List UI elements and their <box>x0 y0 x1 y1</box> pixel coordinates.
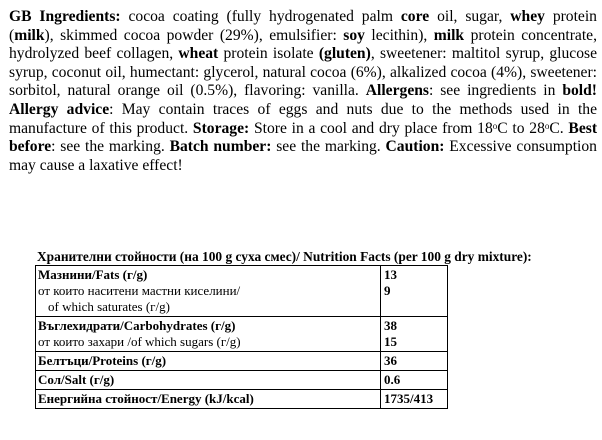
nutrient-value: 15 <box>384 334 397 349</box>
nutrient-value: 9 <box>384 283 391 298</box>
storage-label: Storage: <box>192 119 250 137</box>
nutrient-value: 0.6 <box>381 371 448 390</box>
table-row <box>36 352 448 371</box>
table-row <box>36 266 448 317</box>
table-row <box>36 371 448 390</box>
caution-label: Caution: <box>385 138 445 156</box>
nutrient-value: 13 <box>384 267 397 282</box>
allergens-label: Allergens <box>365 82 429 100</box>
nutrient-name: Въглехидрати/Carbohydrates (г/g) <box>38 318 236 333</box>
best-before-label: Best before <box>9 119 598 156</box>
batch-number-label: Batch number: <box>169 138 272 156</box>
table-row <box>36 390 448 409</box>
nutrient-name: от които захари /of which sugars (г/g) <box>38 334 241 349</box>
nutrient-name: Мазнини/Fats (г/g) <box>38 267 148 282</box>
ingredients-label: GB Ingredients: <box>9 8 121 25</box>
nutrition-table <box>35 265 448 409</box>
ingredients-paragraph: GB Ingredients: cocoa coating (fully hydrogenated palm core oil, sugar, whey protein (milk), skimmed cocoa powder (29%), emulsifier: soy lecithin), milk protein concentrate, hydrolyzed beef collagen, wheat protein isolate (gluten), sweetener: maltitol syrup, glucose syrup, coconut oil, humectant: glycerol, natural cocoa (6%), alkalized cocoa (4%), sweetener: sorbitol, natural orange oil (0.5%), flavoring: vanilla. Allergens: see ingredients in bold! Allergy advice: May contain traces of eggs and nuts due to the methods used in the manufacture of this product. Storage: Store in a cool and dry place from 18$^o$C to 28$^o$C. Best before: see the marking. Batch number: see the marking. Caution: Excessive consumption may cause a laxative effect! <box>9 8 598 174</box>
nutrient-value: 1735/413 <box>381 390 448 409</box>
nutrient-name: Сол/Salt (г/g) <box>36 371 381 390</box>
allergy-advice-label: bold! Allergy advice <box>9 82 597 118</box>
table-row <box>36 317 448 352</box>
nutrient-name: Белтъци/Proteins (г/g) <box>36 352 381 371</box>
nutrient-name: Енергийна стойност/Energy (kJ/kcal) <box>36 390 381 409</box>
nutrient-value: 36 <box>381 352 448 371</box>
nutrition-heading: Хранителни стойности (на 100 g суха смес)/ Nutrition Facts (per 100 g dry mixture): <box>37 249 532 264</box>
nutrient-name: от които наситени мастни киселини/ <box>38 283 241 298</box>
nutrient-name: of which saturates (г/g) <box>48 299 170 314</box>
nutrient-value: 38 <box>384 318 397 333</box>
